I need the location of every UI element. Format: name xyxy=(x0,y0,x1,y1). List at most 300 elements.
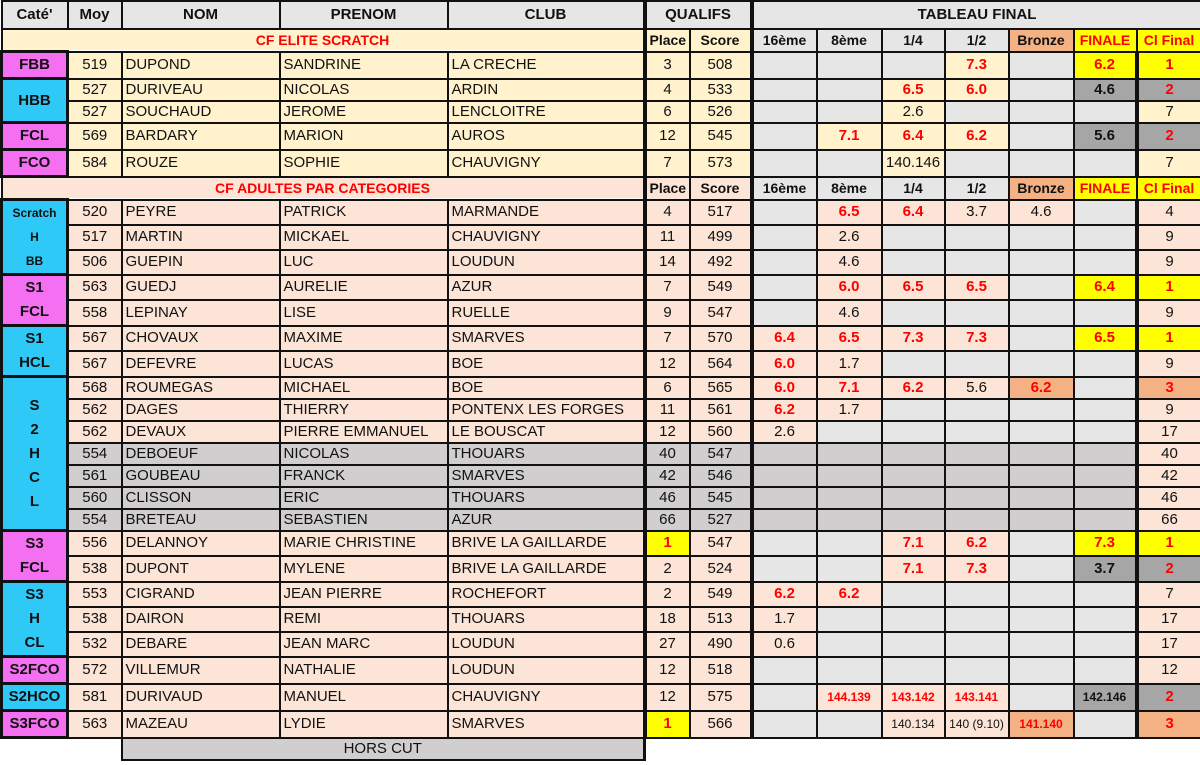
place-cell: 6 xyxy=(645,101,690,123)
round-cell-finale xyxy=(1074,657,1137,684)
table-row xyxy=(2,487,1200,509)
nom-cell: GUEDJ xyxy=(122,275,280,301)
moy-cell: 519 xyxy=(68,52,122,79)
club-cell: LENCLOITRE xyxy=(448,101,645,123)
round-cell-quart: 7.1 xyxy=(882,556,945,582)
nom-cell: DEBARE xyxy=(122,632,280,657)
round-cell-finale xyxy=(1074,509,1137,531)
round-cell-demi xyxy=(945,351,1009,377)
round-cell-bronze xyxy=(1009,300,1074,326)
cl-final-cell: 1 xyxy=(1137,531,1200,557)
moy-cell: 527 xyxy=(68,79,122,101)
cl-final-cell: 1 xyxy=(1137,326,1200,352)
cl-final-cell: 7 xyxy=(1137,101,1200,123)
prenom-cell: NICOLAS xyxy=(280,443,448,465)
round-cell-8eme xyxy=(817,101,882,123)
round-cell-bronze xyxy=(1009,632,1074,657)
round-cell-8eme: 6.2 xyxy=(817,582,882,607)
prenom-cell: SEBASTIEN xyxy=(280,509,448,531)
round-cell-16eme: 6.0 xyxy=(752,377,817,399)
table-row xyxy=(2,275,1200,301)
round-cell-16eme xyxy=(752,275,817,301)
cl-final-cell: 9 xyxy=(1137,250,1200,275)
table-row xyxy=(2,607,1200,632)
club-cell: BOE xyxy=(448,351,645,377)
round-cell-bronze xyxy=(1009,582,1074,607)
table-row xyxy=(2,326,1200,352)
round-cell-8eme xyxy=(817,52,882,79)
cl-final-cell: 1 xyxy=(1137,275,1200,301)
place-cell: 1 xyxy=(645,531,690,557)
category-cell xyxy=(2,79,68,123)
cl-final-cell: 2 xyxy=(1137,684,1200,711)
club-cell: MARMANDE xyxy=(448,200,645,225)
score-cell: 513 xyxy=(690,607,752,632)
category-label: BB xyxy=(25,254,44,268)
cl-final-cell: 17 xyxy=(1137,607,1200,632)
round-cell-finale xyxy=(1074,465,1137,487)
prenom-cell: SOPHIE xyxy=(280,150,448,177)
round-cell-demi xyxy=(945,300,1009,326)
place-cell: 7 xyxy=(645,150,690,177)
round-cell-quart xyxy=(882,443,945,465)
round-cell-bronze xyxy=(1009,657,1074,684)
prenom-cell: FRANCK xyxy=(280,465,448,487)
nom-cell: ROUMEGAS xyxy=(122,377,280,399)
score-cell: 492 xyxy=(690,250,752,275)
round-cell-8eme xyxy=(817,465,882,487)
round-cell-demi xyxy=(945,250,1009,275)
score-cell: 561 xyxy=(690,399,752,421)
round-cell-quart xyxy=(882,582,945,607)
round-cell-bronze xyxy=(1009,52,1074,79)
cl-final-cell: 12 xyxy=(1137,657,1200,684)
club-cell: LOUDUN xyxy=(448,657,645,684)
table-row xyxy=(2,351,1200,377)
round-cell-16eme xyxy=(752,79,817,101)
round-cell-bronze xyxy=(1009,531,1074,557)
moy-cell: 527 xyxy=(68,101,122,123)
round-cell-8eme xyxy=(817,657,882,684)
place-cell: 40 xyxy=(645,443,690,465)
round-cell-demi: 7.3 xyxy=(945,556,1009,582)
cl-final-cell: 3 xyxy=(1137,711,1200,738)
round-cell-16eme xyxy=(752,531,817,557)
round-cell-quart: 2.6 xyxy=(882,101,945,123)
club-cell: RUELLE xyxy=(448,300,645,326)
place-cell: 42 xyxy=(645,465,690,487)
round-cell-finale xyxy=(1074,101,1137,123)
club-cell: THOUARS xyxy=(448,487,645,509)
round-cell-quart xyxy=(882,465,945,487)
section-header xyxy=(2,29,1200,52)
place-cell: 46 xyxy=(645,487,690,509)
prenom-cell: NICOLAS xyxy=(280,79,448,101)
cl-final-cell: 66 xyxy=(1137,509,1200,531)
table-row xyxy=(2,556,1200,582)
moy-cell: 567 xyxy=(68,351,122,377)
table-row xyxy=(2,225,1200,250)
cl-final-cell: 46 xyxy=(1137,487,1200,509)
prenom-cell: MYLENE xyxy=(280,556,448,582)
place-cell: 6 xyxy=(645,377,690,399)
table-row xyxy=(2,52,1200,79)
club-cell: BRIVE LA GAILLARDE xyxy=(448,556,645,582)
round-cell-bronze xyxy=(1009,487,1074,509)
round-cell-16eme xyxy=(752,200,817,225)
place-cell: 11 xyxy=(645,399,690,421)
round-cell-quart: 6.2 xyxy=(882,377,945,399)
table-row xyxy=(2,101,1200,123)
place-cell: 12 xyxy=(645,351,690,377)
round-cell-quart xyxy=(882,421,945,443)
place-cell: 3 xyxy=(645,52,690,79)
score-cell: 570 xyxy=(690,326,752,352)
club-cell: LA CRECHE xyxy=(448,52,645,79)
round-cell-finale xyxy=(1074,711,1137,738)
category-label: S1 xyxy=(25,330,44,347)
score-cell: 490 xyxy=(690,632,752,657)
club-cell: LOUDUN xyxy=(448,632,645,657)
club-cell: AUROS xyxy=(448,123,645,150)
nom-cell: DAIRON xyxy=(122,607,280,632)
place-cell: 2 xyxy=(645,582,690,607)
prenom-cell: AURELIE xyxy=(280,275,448,301)
category-label: CL xyxy=(24,634,45,651)
moy-cell: 556 xyxy=(68,531,122,557)
round-cell-demi: 7.3 xyxy=(945,326,1009,352)
round-cell-finale xyxy=(1074,225,1137,250)
cl-final-cell: 2 xyxy=(1137,123,1200,150)
category-label: HCL xyxy=(19,354,50,371)
score-cell: 499 xyxy=(690,225,752,250)
nom-cell: DEFEVRE xyxy=(122,351,280,377)
round-cell-16eme xyxy=(752,52,817,79)
place-cell: 1 xyxy=(645,711,690,738)
category-label: L xyxy=(29,492,40,510)
category-cell xyxy=(2,657,68,684)
score-cell: 549 xyxy=(690,275,752,301)
cl-final-cell: 3 xyxy=(1137,377,1200,399)
score-cell: 565 xyxy=(690,377,752,399)
category-label: S xyxy=(29,396,40,414)
round-cell-demi xyxy=(945,509,1009,531)
round-cell-bronze xyxy=(1009,556,1074,582)
moy-cell: 562 xyxy=(68,399,122,421)
category-label: FCL xyxy=(19,559,50,576)
table-row xyxy=(2,509,1200,531)
moy-cell: 532 xyxy=(68,632,122,657)
prenom-cell: MAXIME xyxy=(280,326,448,352)
round-cell-8eme: 2.6 xyxy=(817,225,882,250)
club-cell: AZUR xyxy=(448,275,645,301)
club-cell: THOUARS xyxy=(448,443,645,465)
score-cell: 549 xyxy=(690,582,752,607)
round-cell-quart: 6.5 xyxy=(882,79,945,101)
round-cell-finale xyxy=(1074,150,1137,177)
category-label: 2 xyxy=(30,420,39,438)
prenom-cell: MICKAEL xyxy=(280,225,448,250)
score-cell: 524 xyxy=(690,556,752,582)
table-row xyxy=(2,421,1200,443)
cl-final-cell: 2 xyxy=(1137,556,1200,582)
round-cell-demi xyxy=(945,101,1009,123)
subheader-place: Place xyxy=(645,177,690,200)
round-cell-finale xyxy=(1074,377,1137,399)
round-cell-16eme xyxy=(752,657,817,684)
nom-cell: DURIVAUD xyxy=(122,684,280,711)
nom-cell: SOUCHAUD xyxy=(122,101,280,123)
round-cell-finale: 6.4 xyxy=(1074,275,1137,301)
round-cell-finale xyxy=(1074,200,1137,225)
place-cell: 66 xyxy=(645,509,690,531)
category-cell xyxy=(2,684,68,711)
round-cell-quart: 140.146 xyxy=(882,150,945,177)
category-cell xyxy=(2,326,68,377)
table-row xyxy=(2,632,1200,657)
round-cell-16eme xyxy=(752,443,817,465)
category-label: FCO xyxy=(18,154,51,171)
nom-cell: DAGES xyxy=(122,399,280,421)
prenom-cell: JEAN MARC xyxy=(280,632,448,657)
round-cell-8eme xyxy=(817,531,882,557)
category-cell xyxy=(2,377,68,531)
nom-cell: DURIVEAU xyxy=(122,79,280,101)
round-cell-16eme xyxy=(752,509,817,531)
round-cell-finale xyxy=(1074,351,1137,377)
category-cell xyxy=(2,531,68,582)
round-cell-demi: 143.141 xyxy=(945,684,1009,711)
section-header xyxy=(2,177,1200,200)
prenom-cell: SANDRINE xyxy=(280,52,448,79)
category-label: FCL xyxy=(19,127,50,144)
round-cell-8eme xyxy=(817,79,882,101)
score-cell: 545 xyxy=(690,123,752,150)
table-row xyxy=(2,377,1200,399)
club-cell: CHAUVIGNY xyxy=(448,684,645,711)
round-cell-16eme: 6.4 xyxy=(752,326,817,352)
nom-cell: ROUZE xyxy=(122,150,280,177)
category-cell xyxy=(2,582,68,657)
cl-final-cell: 4 xyxy=(1137,200,1200,225)
moy-cell: 520 xyxy=(68,200,122,225)
club-cell: CHAUVIGNY xyxy=(448,150,645,177)
round-cell-finale: 5.6 xyxy=(1074,123,1137,150)
category-cell xyxy=(2,275,68,326)
place-cell: 4 xyxy=(645,200,690,225)
round-cell-quart xyxy=(882,632,945,657)
moy-cell: 568 xyxy=(68,377,122,399)
header-moy: Moy xyxy=(68,1,122,29)
round-cell-8eme: 144.139 xyxy=(817,684,882,711)
subheader-place: Place xyxy=(645,29,690,52)
round-cell-bronze xyxy=(1009,443,1074,465)
category-label: S3 xyxy=(25,586,44,603)
cl-final-cell: 40 xyxy=(1137,443,1200,465)
category-label: HBB xyxy=(18,91,51,109)
table-row xyxy=(2,150,1200,177)
header-cat: Caté' xyxy=(2,1,68,29)
round-cell-demi xyxy=(945,582,1009,607)
round-cell-finale xyxy=(1074,443,1137,465)
prenom-cell: MARION xyxy=(280,123,448,150)
round-cell-bronze xyxy=(1009,326,1074,352)
nom-cell: DELANNOY xyxy=(122,531,280,557)
nom-cell: DUPOND xyxy=(122,52,280,79)
round-cell-finale: 142.146 xyxy=(1074,684,1137,711)
round-cell-bronze xyxy=(1009,150,1074,177)
round-cell-bronze xyxy=(1009,509,1074,531)
cl-final-cell: 7 xyxy=(1137,582,1200,607)
subheader-quart: 1/4 xyxy=(882,177,945,200)
blank-cell xyxy=(645,738,1200,760)
score-cell: 566 xyxy=(690,711,752,738)
round-cell-finale: 6.2 xyxy=(1074,52,1137,79)
place-cell: 12 xyxy=(645,123,690,150)
score-cell: 527 xyxy=(690,509,752,531)
round-cell-demi: 6.2 xyxy=(945,531,1009,557)
nom-cell: CIGRAND xyxy=(122,582,280,607)
round-cell-bronze: 141.140 xyxy=(1009,711,1074,738)
round-cell-bronze xyxy=(1009,123,1074,150)
club-cell: ARDIN xyxy=(448,79,645,101)
table-row xyxy=(2,443,1200,465)
club-cell: SMARVES xyxy=(448,711,645,738)
round-cell-8eme xyxy=(817,711,882,738)
round-cell-bronze xyxy=(1009,351,1074,377)
category-label: H xyxy=(29,610,40,627)
prenom-cell: PIERRE EMMANUEL xyxy=(280,421,448,443)
header-prenom: PRENOM xyxy=(280,1,448,29)
round-cell-quart xyxy=(882,399,945,421)
round-cell-16eme xyxy=(752,123,817,150)
round-cell-bronze xyxy=(1009,684,1074,711)
round-cell-finale xyxy=(1074,607,1137,632)
round-cell-finale: 3.7 xyxy=(1074,556,1137,582)
subheader-score: Score xyxy=(690,29,752,52)
hors-cut-row xyxy=(2,738,1200,760)
cl-final-cell: 9 xyxy=(1137,225,1200,250)
section-title: CF ADULTES PAR CATEGORIES xyxy=(2,177,645,200)
place-cell: 12 xyxy=(645,684,690,711)
score-cell: 564 xyxy=(690,351,752,377)
round-cell-quart: 6.4 xyxy=(882,200,945,225)
round-cell-16eme xyxy=(752,150,817,177)
round-cell-16eme xyxy=(752,101,817,123)
round-cell-8eme xyxy=(817,443,882,465)
round-cell-finale xyxy=(1074,421,1137,443)
category-label: S3FCO xyxy=(9,715,60,732)
round-cell-bronze: 4.6 xyxy=(1009,200,1074,225)
round-cell-16eme xyxy=(752,465,817,487)
round-cell-8eme: 4.6 xyxy=(817,300,882,326)
round-cell-8eme: 1.7 xyxy=(817,399,882,421)
subheader-score: Score xyxy=(690,177,752,200)
round-cell-bronze xyxy=(1009,421,1074,443)
cl-final-cell: 17 xyxy=(1137,421,1200,443)
table-row xyxy=(2,582,1200,607)
round-cell-quart: 143.142 xyxy=(882,684,945,711)
moy-cell: 584 xyxy=(68,150,122,177)
subheader-finale: FINALE xyxy=(1074,29,1137,52)
moy-cell: 554 xyxy=(68,509,122,531)
nom-cell: GUEPIN xyxy=(122,250,280,275)
place-cell: 18 xyxy=(645,607,690,632)
moy-cell: 538 xyxy=(68,556,122,582)
round-cell-demi xyxy=(945,225,1009,250)
moy-cell: 558 xyxy=(68,300,122,326)
round-cell-demi xyxy=(945,607,1009,632)
moy-cell: 563 xyxy=(68,711,122,738)
nom-cell: DUPONT xyxy=(122,556,280,582)
round-cell-demi xyxy=(945,421,1009,443)
round-cell-quart: 140.134 xyxy=(882,711,945,738)
round-cell-finale xyxy=(1074,250,1137,275)
place-cell: 12 xyxy=(645,421,690,443)
score-cell: 547 xyxy=(690,300,752,326)
category-label: FCL xyxy=(19,303,50,320)
cl-final-cell: 9 xyxy=(1137,399,1200,421)
moy-cell: 560 xyxy=(68,487,122,509)
round-cell-8eme xyxy=(817,509,882,531)
moy-cell: 553 xyxy=(68,582,122,607)
prenom-cell: MANUEL xyxy=(280,684,448,711)
subheader-finale: FINALE xyxy=(1074,177,1137,200)
round-cell-16eme xyxy=(752,711,817,738)
round-cell-bronze: 6.2 xyxy=(1009,377,1074,399)
round-cell-8eme xyxy=(817,421,882,443)
round-cell-8eme xyxy=(817,607,882,632)
table-row xyxy=(2,465,1200,487)
cl-final-cell: 42 xyxy=(1137,465,1200,487)
round-cell-bronze xyxy=(1009,250,1074,275)
round-cell-bronze xyxy=(1009,225,1074,250)
round-cell-finale xyxy=(1074,582,1137,607)
round-cell-16eme: 1.7 xyxy=(752,607,817,632)
table-row xyxy=(2,684,1200,711)
score-cell: 545 xyxy=(690,487,752,509)
prenom-cell: JEROME xyxy=(280,101,448,123)
round-cell-quart: 7.1 xyxy=(882,531,945,557)
round-cell-finale: 4.6 xyxy=(1074,79,1137,101)
round-cell-16eme xyxy=(752,225,817,250)
cl-final-cell: 7 xyxy=(1137,150,1200,177)
blank-cell xyxy=(2,738,122,760)
round-cell-bronze xyxy=(1009,101,1074,123)
round-cell-quart xyxy=(882,509,945,531)
score-cell: 517 xyxy=(690,200,752,225)
nom-cell: GOUBEAU xyxy=(122,465,280,487)
club-cell: AZUR xyxy=(448,509,645,531)
place-cell: 7 xyxy=(645,326,690,352)
round-cell-demi xyxy=(945,150,1009,177)
subheader-cl-final: Cl Final xyxy=(1137,177,1200,200)
prenom-cell: LISE xyxy=(280,300,448,326)
cl-final-cell: 9 xyxy=(1137,300,1200,326)
round-cell-demi: 3.7 xyxy=(945,200,1009,225)
round-cell-8eme xyxy=(817,556,882,582)
round-cell-quart xyxy=(882,351,945,377)
round-cell-quart xyxy=(882,487,945,509)
club-cell: CHAUVIGNY xyxy=(448,225,645,250)
nom-cell: DEVAUX xyxy=(122,421,280,443)
table-row xyxy=(2,399,1200,421)
subheader-demi: 1/2 xyxy=(945,29,1009,52)
nom-cell: CLISSON xyxy=(122,487,280,509)
subheader-cl-final: Cl Final xyxy=(1137,29,1200,52)
nom-cell: PEYRE xyxy=(122,200,280,225)
round-cell-bronze xyxy=(1009,399,1074,421)
